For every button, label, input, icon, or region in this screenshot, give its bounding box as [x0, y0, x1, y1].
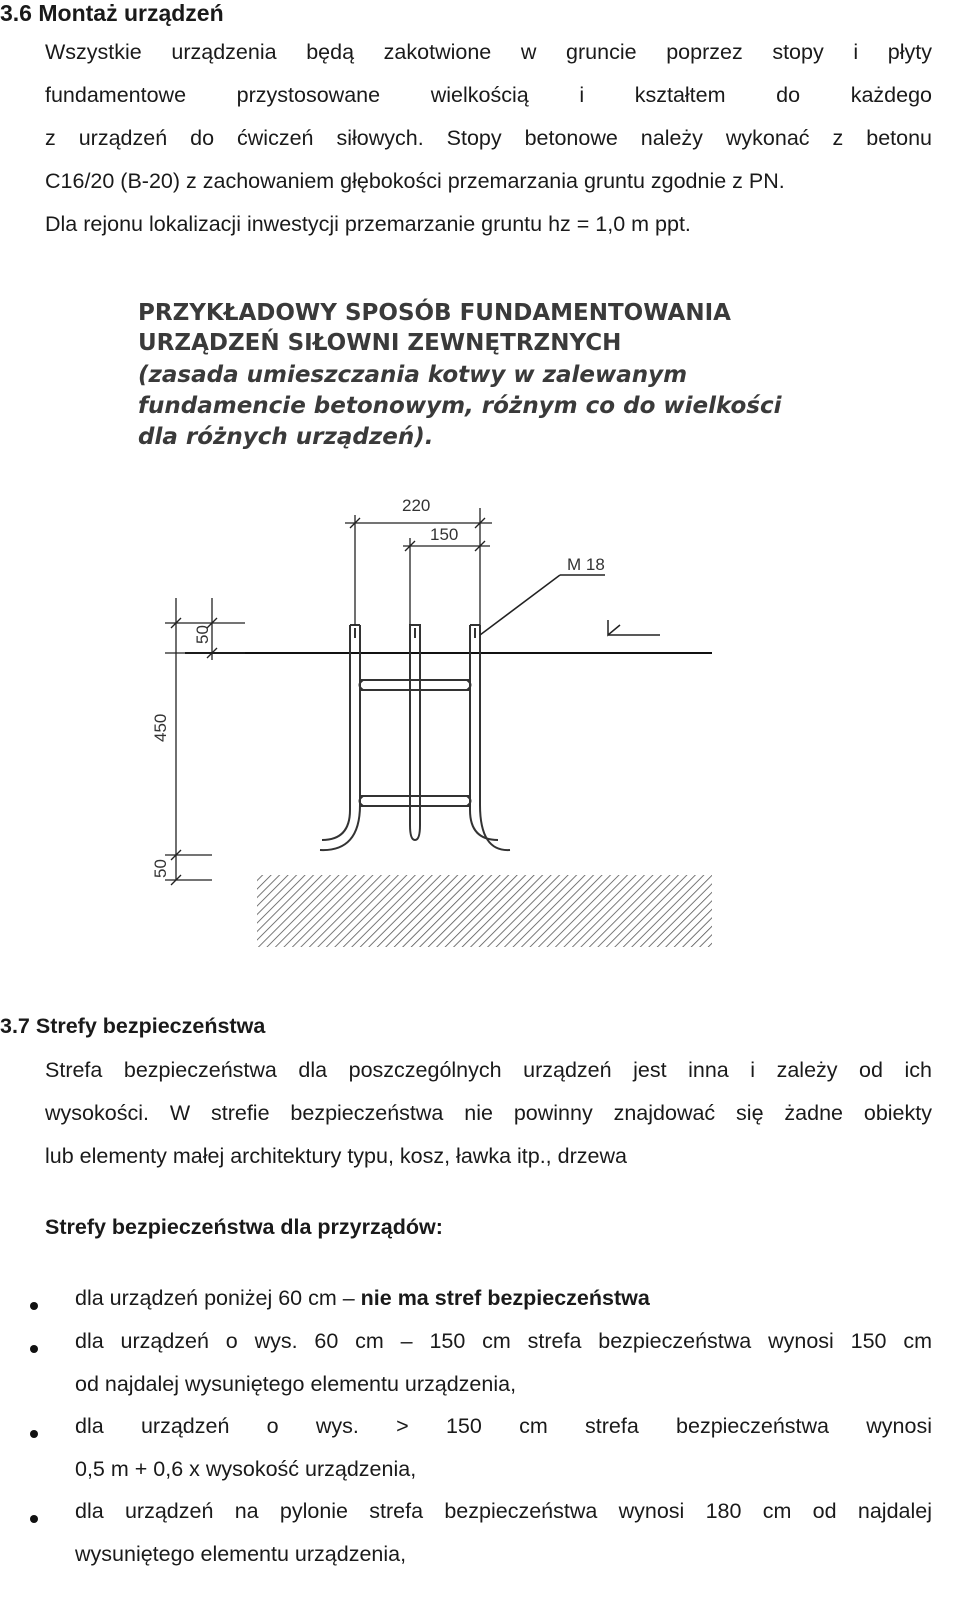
list-item-continuation: wysuniętego elementu urządzenia,: [75, 1542, 407, 1566]
anchor-bolts: [320, 625, 510, 850]
section-heading-strefy: 3.7 Strefy bezpieczeństwa: [0, 1014, 266, 1038]
foundation-diagram: [0, 280, 960, 970]
dim-150-label: 150: [430, 525, 459, 544]
paragraph-line: Wszystkie urządzenia będą zakotwione w gruncie poprzez stopy i płyty: [45, 40, 932, 64]
foundation-hatch: [257, 875, 712, 947]
diagram-subtitle-line-1: (zasada umieszczania kotwy w zalewanym: [138, 362, 688, 388]
paragraph-line: Dla rejonu lokalizacji inwestycji przemarzanie gruntu hz = 1,0 m ppt.: [45, 212, 691, 236]
paragraph-line: Strefa bezpieczeństwa dla poszczególnych urządzeń jest inna i zależy od ich: [45, 1058, 932, 1082]
paragraph-line: z urządzeń do ćwiczeń siłowych. Stopy betonowe należy wykonać z betonu: [45, 126, 932, 150]
diagram-title-line-2: URZĄDZEŃ SIŁOWNI ZEWNĘTRZNYCH: [138, 330, 622, 356]
anchor-label-leader: [480, 555, 605, 635]
paragraph-line: fundamentowe przystosowane wielkością i kształtem do każdego: [45, 83, 932, 107]
list-item: dla urządzeń o wys. 60 cm – 150 cm strefa bezpieczeństwa wynosi 150 cm: [75, 1329, 932, 1353]
diagram-title-line-1: PRZYKŁADOWY SPOSÓB FUNDAMENTOWANIA: [138, 300, 731, 326]
list-item-continuation: od najdalej wysuniętego elementu urządzenia,: [75, 1372, 517, 1396]
paragraph-line: wysokości. W strefie bezpieczeństwa nie powinny znajdować się żadne obiekty: [45, 1101, 932, 1125]
diagram-title: [138, 298, 783, 450]
list-item-bold: nie ma stref bezpieczeństwa: [360, 1286, 650, 1310]
diagram-subtitle-line-2: fundamencie betonowym, różnym co do wielkości: [138, 393, 782, 419]
list-item-text: dla urządzeń poniżej 60 cm –: [75, 1286, 361, 1310]
level-marker-icon: [608, 620, 660, 635]
bullet-icon: [30, 1430, 38, 1438]
dim-50-bottom-label: 50: [151, 859, 170, 878]
bullet-icon: [30, 1515, 38, 1523]
dim-50-top-label: 50: [193, 625, 212, 644]
bullet-icon: [30, 1302, 38, 1310]
list-item: dla urządzeń na pylonie strefa bezpieczeństwa wynosi 180 cm od najdalej: [75, 1499, 932, 1523]
dim-220-label: 220: [402, 496, 431, 515]
paragraph-line: C16/20 (B-20) z zachowaniem głębokości przemarzania gruntu zgodnie z PN.: [45, 169, 785, 193]
list-item: dla urządzeń o wys. > 150 cm strefa bezpieczeństwa wynosi: [75, 1414, 932, 1438]
anchor-label: M 18: [567, 555, 605, 574]
top-dimensions: [345, 508, 492, 625]
diagram-subtitle-line-3: dla różnych urządzeń).: [138, 424, 434, 450]
list-item-continuation: 0,5 m + 0,6 x wysokość urządzenia,: [75, 1457, 417, 1481]
bullet-icon: [30, 1345, 38, 1353]
safety-zones-subheading: Strefy bezpieczeństwa dla przyrządów:: [45, 1215, 443, 1239]
dim-450-label: 450: [151, 713, 170, 742]
paragraph-line: lub elementy małej architektury typu, kosz, ławka itp., drzewa: [45, 1144, 627, 1168]
section-heading-montaz: 3.6 Montaż urządzeń: [0, 0, 224, 26]
list-item: [75, 1288, 932, 1310]
